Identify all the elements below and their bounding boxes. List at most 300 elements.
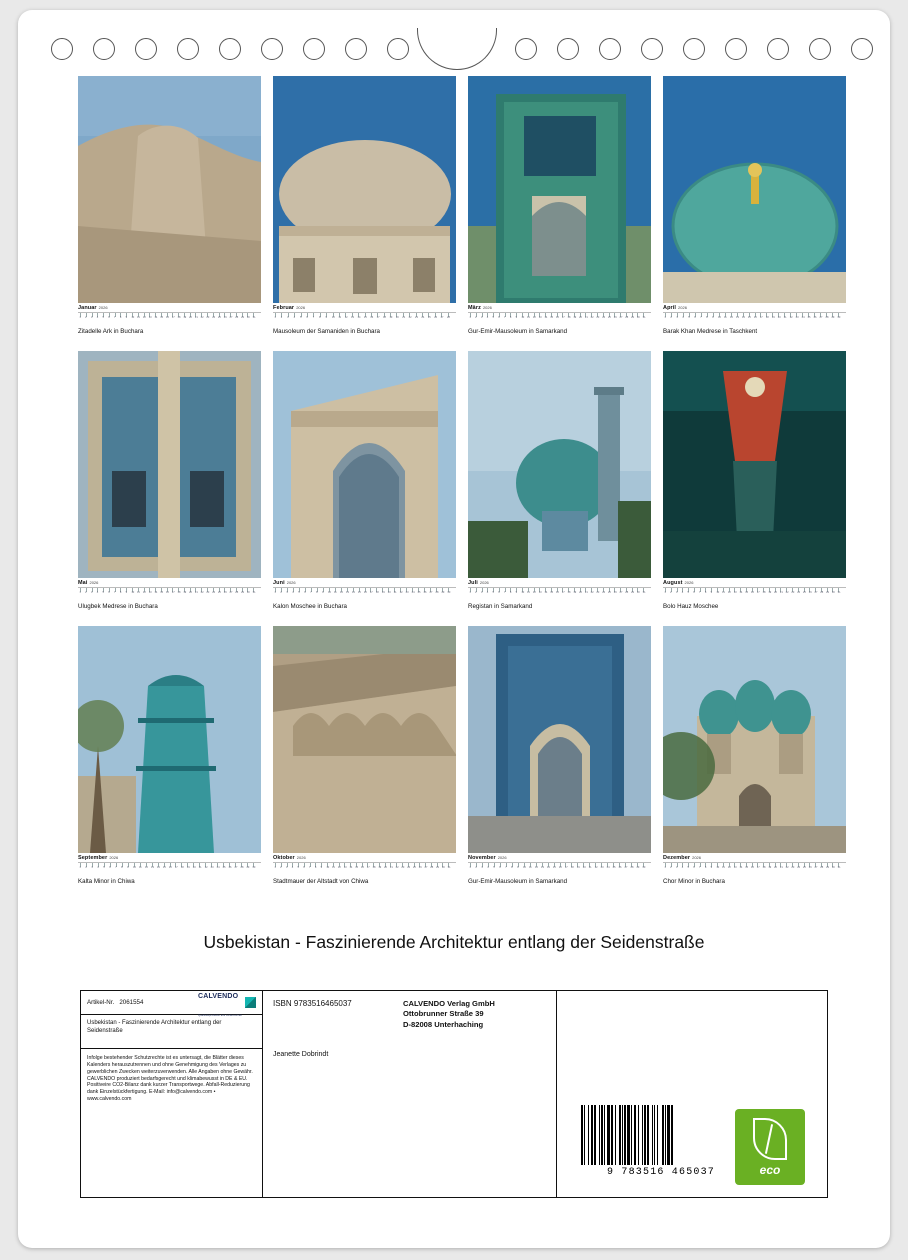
day-number: 5 [102,316,104,319]
day-strip [78,587,261,597]
day-number: 24 [602,590,606,594]
month-caption: Barak Khan Medrese in Taschkent [663,328,758,335]
day-number: 3 [675,590,678,594]
month-name: Januar [78,305,97,311]
binding-ring [51,38,73,60]
day-number: 5 [298,590,300,594]
colophon-block [80,990,828,1198]
day-number: 16 [558,865,562,869]
day-number: 8 [314,865,317,869]
binding-ring [219,38,241,60]
legal-text: Infolge bestehender Schutzrechte ist es untersagt, die Blätter dieses Kalenders herauszutrennen und ohne Genehmigung des Verlages zu gewerblichen Zwecken weiterzuverwenden. Alle Angaben ohne Gewähr. CALVENDO produziert bedarfsgerecht und klimabewusst in DE & EU. Positiveire CO2-Bilanz dank kurzer Transportwege. Abfall-Reduzierung dank Einzelstückfertigung. E-Mail: info@calvendo.com • www.calvendo.com [87,1055,253,1103]
month-cell[interactable] [78,76,261,336]
day-number: 27 [440,316,444,319]
day-number: 4 [486,590,489,594]
month-cell[interactable] [78,626,261,886]
day-number: 10 [521,590,525,594]
day-number: 20 [579,590,582,594]
day-number: 30 [246,316,250,319]
day-number: 19 [378,865,382,869]
month-photo [273,76,456,303]
day-number: 19 [183,316,187,319]
day-number: 5 [102,590,104,594]
day-number: 19 [573,316,577,319]
day-number: 6 [694,316,696,319]
day-number: 19 [186,865,190,869]
day-number: 28 [820,865,824,869]
binding-ring [599,38,621,60]
day-number: 6 [108,590,110,594]
day-number: 11 [338,316,342,319]
day-number: 7 [504,590,506,594]
day-number: 14 [741,316,745,319]
day-number: 9 [517,865,519,869]
day-number: 13 [343,865,347,869]
day-number: 19 [381,590,385,594]
day-number: 1 [274,590,276,594]
day-number: 7 [699,865,701,869]
eco-label [735,1109,805,1185]
day-number: 12 [142,590,146,594]
day-number: 16 [168,865,172,869]
month-cell[interactable] [273,76,456,336]
month-header [663,855,846,861]
calvendo-wordmark: CALVENDO [197,992,239,1000]
day-number: 13 [351,316,354,319]
day-number: 7 [700,316,702,319]
day-number: 22 [395,865,399,869]
publisher-name: CALVENDO Verlag GmbH [403,999,495,1008]
day-number: 28 [825,316,829,319]
day-number: 20 [777,316,781,319]
day-number: 24 [212,316,216,319]
day-number: 5 [103,865,105,869]
leaf-icon [753,1118,787,1160]
day-number: 23 [401,865,405,869]
day-number: 24 [411,590,415,594]
spiral-binding [18,10,890,72]
month-cell[interactable] [273,351,456,611]
binding-ring [387,38,409,60]
day-number: 22 [204,865,208,869]
binding-ring [809,38,831,60]
day-number: 16 [166,590,169,594]
day-number: 31 [837,865,841,869]
day-number: 9 [710,590,713,594]
day-number: 6 [109,865,111,869]
day-number: 12 [340,590,343,594]
barcode [581,1105,741,1183]
day-number: 30 [252,865,256,869]
day-number: 25 [417,590,421,594]
day-number: 5 [687,865,689,869]
day-number: 4 [96,316,99,319]
day-number: 9 [710,865,713,869]
day-number: 30 [636,316,640,319]
day-number: 8 [704,590,707,594]
day-number: 24 [606,865,610,869]
month-cell[interactable] [663,351,846,611]
day-number: 26 [418,865,422,869]
day-number: 24 [602,316,606,319]
day-number: 2 [85,316,87,319]
day-number: 8 [316,590,318,594]
day-number: 12 [535,865,538,869]
month-name: Dezember [663,854,691,861]
day-number: 25 [222,865,226,869]
day-strip [78,312,261,322]
day-number: 10 [331,316,335,319]
day-number: 18 [762,590,766,594]
day-number: 11 [527,316,530,319]
day-number: 20 [387,590,391,594]
day-number: 7 [309,865,311,869]
day-number: 21 [779,865,783,869]
day-number: 19 [576,865,580,869]
day-number: 11 [527,590,530,594]
day-number: 15 [550,316,554,319]
day-number: 13 [148,590,152,594]
month-photo [273,351,456,578]
month-row [78,351,846,611]
day-number: 26 [808,590,812,594]
month-caption: Bolo Hauz Moschee [663,602,719,610]
day-number: 20 [395,316,399,319]
day-number: 4 [292,590,294,594]
day-number: 18 [372,865,376,869]
day-number: 7 [505,865,507,869]
day-number: 6 [304,590,306,594]
day-number: 9 [320,865,323,869]
month-caption: Ulugbek Medrese in Buchara [78,602,158,610]
day-number: 10 [718,316,721,319]
article-number: 2061554 [119,999,144,1006]
month-caption: Chor Minor in Buchara [663,877,725,885]
day-number: 14 [351,590,355,594]
day-number: 12 [344,316,348,319]
day-number: 20 [774,590,777,594]
day-number: 18 [383,316,386,319]
day-number: 29 [241,590,244,594]
day-number: 7 [114,590,116,594]
month-cell[interactable] [273,626,456,886]
day-number: 19 [183,590,187,594]
day-number: 23 [206,590,210,594]
month-year: 2026 [109,854,119,860]
colophon-left [81,991,263,1197]
binding-ring [135,38,157,60]
day-number: 3 [285,865,288,869]
day-number: 6 [693,865,695,869]
day-number: 27 [814,865,818,869]
day-number: 6 [498,590,500,594]
day-number: 10 [523,865,526,869]
day-number: 7 [699,590,701,594]
day-number: 10 [328,590,331,594]
day-number: 30 [831,865,835,869]
day-strip [273,862,456,872]
day-number: 31 [837,590,841,594]
day-number: 4 [487,865,489,869]
day-number: 12 [727,865,731,869]
day-number: 19 [768,865,772,869]
day-number: 19 [389,316,393,319]
month-year: 2026 [286,579,296,585]
day-number: 1 [79,316,81,319]
month-header [78,855,261,861]
day-number: 14 [546,865,550,869]
day-number: 8 [509,316,512,319]
day-strip [468,862,651,872]
day-number: 20 [384,865,387,869]
month-header [273,305,456,311]
month-caption: Gur-Emir-Mausoleum in Samarkand [468,328,568,335]
binding-ring [93,38,115,60]
day-number: 16 [556,590,559,594]
day-number: 31 [447,865,451,869]
month-photo [663,626,846,853]
day-strip [273,312,456,322]
day-number: 9 [322,590,324,594]
day-number: 19 [771,316,775,319]
day-number: 2 [670,865,672,869]
day-number: 2 [85,590,87,594]
product-title: Usbekistan - Faszinierende Architektur entlang der Seidenstraße [81,1015,262,1049]
month-cell[interactable] [468,351,651,611]
day-number: 3 [480,316,483,319]
day-number: 17 [756,590,760,594]
day-number: 20 [579,316,582,319]
day-number: 6 [498,316,500,319]
day-number: 17 [174,865,178,869]
month-year: 2026 [98,305,108,310]
month-caption: Stadtmauer der Altstadt von Chiwa [273,877,369,885]
day-strip [468,587,651,597]
day-number: 2 [670,590,672,594]
day-number: 26 [808,865,812,869]
day-number: 10 [326,865,330,869]
month-header [468,305,651,311]
day-number: 2 [475,316,477,319]
day-number: 1 [79,865,81,869]
day-number: 28 [235,590,239,594]
month-name: Oktober [273,854,295,861]
day-number: 13 [538,590,542,594]
month-grid [78,76,846,900]
day-number: 29 [636,865,640,869]
day-number: 12 [727,590,731,594]
day-strip [78,862,261,872]
day-number: 8 [509,590,512,594]
day-number: 24 [421,316,425,319]
month-year: 2026 [482,305,492,310]
day-number: 28 [820,590,824,594]
day-number: 27 [229,316,233,319]
day-number: 29 [631,316,634,319]
day-number: 15 [747,316,751,319]
day-number: 23 [791,865,795,869]
day-number: 27 [819,316,823,319]
day-number: 1 [664,590,666,594]
day-number: 5 [688,316,690,319]
day-number: 27 [429,590,433,594]
day-number: 9 [325,316,327,319]
month-name: Juni [273,579,285,586]
day-number: 4 [681,865,684,869]
day-number: 8 [319,316,321,319]
day-number: 3 [480,590,483,594]
month-year: 2026 [684,579,694,585]
day-number: 1 [664,865,666,869]
day-number: 11 [722,865,725,869]
day-number: 15 [160,590,164,594]
month-year: 2026 [89,579,99,585]
binding-ring [515,38,537,60]
day-number: 18 [180,865,184,869]
day-number: 7 [115,865,117,869]
day-number: 5 [492,316,494,319]
day-number: 15 [357,590,361,594]
day-number: 9 [712,316,714,319]
day-number: 13 [346,590,349,594]
day-number: 8 [706,316,708,319]
month-header [663,305,846,311]
day-number: 19 [573,590,577,594]
day-number: 11 [724,316,727,319]
day-number: 25 [802,590,806,594]
day-number: 9 [125,316,128,319]
barcode-number: 9 783516 465037 [606,1167,715,1178]
article-row [81,991,262,1015]
day-number: 27 [619,316,623,319]
day-number: 5 [299,316,302,319]
day-number: 6 [306,316,308,319]
day-number: 14 [739,590,743,594]
calendar-title: Usbekistan - Faszinierende Architektur entlang der Seidenstraße [203,932,705,952]
day-number: 16 [753,316,757,319]
day-number: 4 [291,865,294,869]
article-number-text [87,999,143,1006]
hanging-hook-icon [417,28,497,70]
day-number: 17 [369,590,373,594]
day-number: 11 [332,865,335,869]
day-number: 28 [430,865,434,869]
day-number: 5 [492,590,494,594]
day-number: 18 [570,865,574,869]
day-number: 18 [567,316,571,319]
day-number: 24 [801,316,805,319]
day-number: 2 [85,865,87,869]
binding-ring [345,38,367,60]
day-number: 14 [349,865,353,869]
day-number: 15 [363,316,367,319]
day-number: 29 [831,316,835,319]
day-number: 26 [613,316,617,319]
day-number: 14 [154,590,158,594]
month-header [468,855,651,861]
day-number: 24 [216,865,220,869]
day-number: 28 [630,865,634,869]
day-number: 9 [515,316,518,319]
day-number: 28 [625,590,629,594]
day-number: 29 [631,590,634,594]
binding-ring [177,38,199,60]
colophon-right [557,991,827,1197]
day-number: 14 [544,590,548,594]
day-number: 9 [127,865,129,869]
colophon-middle [263,991,557,1197]
month-caption: Gur-Emir-Mausoleum in Samarkand [468,877,568,885]
day-strip [273,587,456,597]
day-number: 12 [337,865,341,869]
day-number: 25 [807,316,811,319]
day-number: 26 [223,316,227,319]
month-photo [468,351,651,578]
day-number: 11 [137,590,140,594]
barcode-bar [673,1105,674,1165]
month-caption: Zitadelle Ark in Buchara [78,328,144,335]
day-number: 16 [751,590,754,594]
day-number: 16 [166,316,169,319]
month-name: Juli [468,579,478,586]
day-number: 13 [733,590,737,594]
month-year: 2026 [479,579,489,585]
day-number: 12 [532,590,536,594]
day-number: 25 [427,316,431,319]
day-number: 20 [774,865,777,869]
month-cell[interactable] [468,626,651,886]
day-number: 15 [745,590,749,594]
day-number: 12 [730,316,733,319]
day-number: 13 [733,865,737,869]
day-number: 21 [402,316,406,319]
month-name: September [78,854,108,861]
isbn-text: ISBN 9783516465037 [273,999,352,1008]
day-number: 18 [177,316,181,319]
article-label: Artikel-Nr. [87,999,115,1006]
month-cell[interactable] [663,626,846,886]
month-cell[interactable] [468,76,651,336]
day-number: 1 [469,865,471,869]
day-number: 17 [561,590,565,594]
day-number: 23 [596,316,600,319]
day-number: 30 [246,590,250,594]
day-number: 17 [171,316,175,319]
day-number: 26 [228,865,232,869]
month-cell[interactable] [78,351,261,611]
day-number: 20 [189,316,192,319]
month-photo [78,351,261,578]
day-number: 23 [415,316,418,319]
day-number: 16 [556,316,559,319]
day-number: 15 [160,316,164,319]
day-number: 29 [436,865,439,869]
day-number: 1 [469,590,471,594]
day-number: 19 [768,590,772,594]
month-cell[interactable] [663,76,846,336]
day-number: 29 [441,590,445,594]
day-number: 23 [596,590,600,594]
binding-ring [641,38,663,60]
day-number: 22 [200,590,204,594]
day-number: 14 [156,865,160,869]
day-strip [663,312,846,322]
binding-ring [851,38,873,60]
day-number: 11 [334,590,337,594]
day-number: 16 [751,865,754,869]
day-number: 3 [286,590,288,594]
month-header [78,305,261,311]
